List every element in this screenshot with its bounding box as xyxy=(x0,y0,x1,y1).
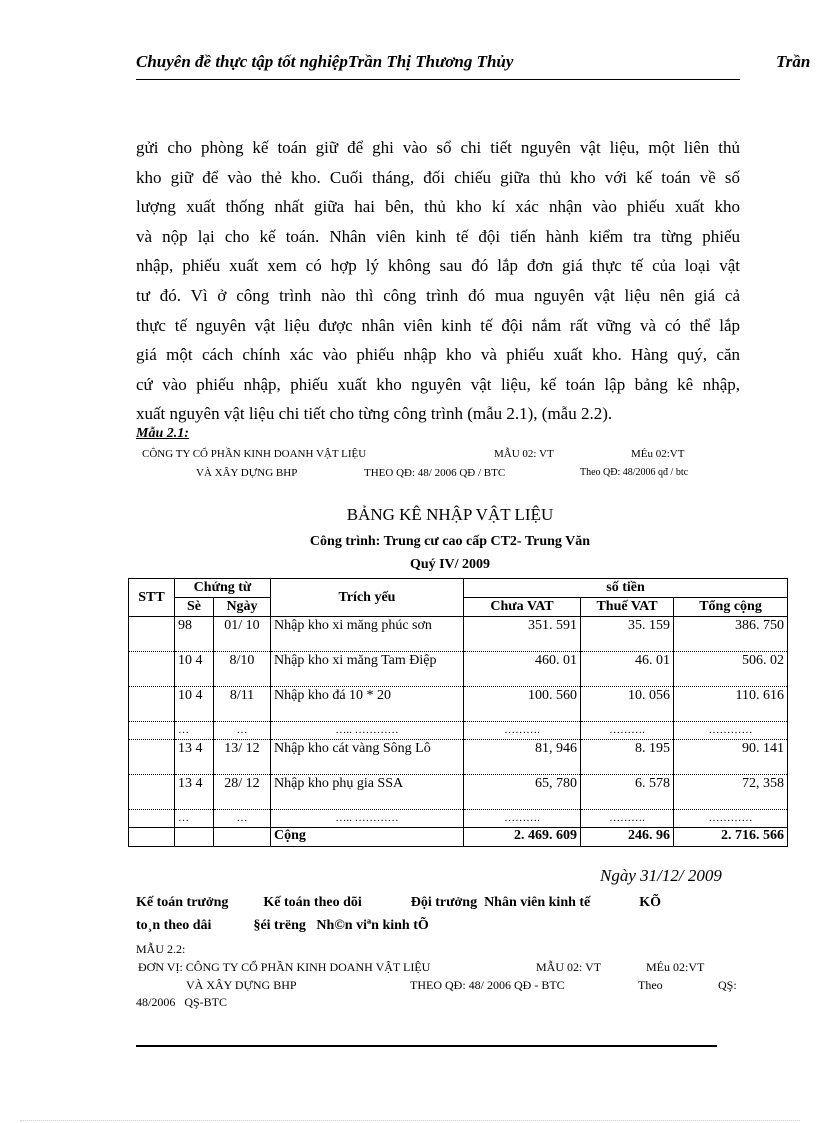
cell-date: 8/11 xyxy=(214,687,271,722)
form1-code-garbled: MÉu 02:VT xyxy=(631,448,685,460)
date-line: Ngày 31/12/ 2009 xyxy=(600,866,722,885)
total-vat: 246. 96 xyxy=(581,828,674,847)
cell-no: … xyxy=(175,810,214,828)
paragraph-line: giá một cách chính xác vào phiếu nhập kho và phiếu xuất kho. Hàng quý, căn xyxy=(136,345,740,365)
form1-decision-garbled: Theo QĐ: 48/2006 qđ / btc xyxy=(580,467,689,478)
cell-no: 13 4 xyxy=(175,775,214,810)
total-label: Cộng xyxy=(271,828,464,847)
form2-line1: ĐƠN VỊ: CÔNG TY CỔ PHẦN KINH DOANH VẬT LIỆU xyxy=(138,960,431,974)
paragraph-line: cứ vào phiếu nhập, phiếu xuất kho nguyên vật liệu, kế toán lập bảng kê nhập, xyxy=(136,374,740,394)
header-author-fragment: Trần xyxy=(776,52,811,71)
cell-date: 01/ 10 xyxy=(214,617,271,652)
cell-no: 10 4 xyxy=(175,652,214,687)
cell-vat: 8. 195 xyxy=(581,740,674,775)
cell-pre-vat: 65, 780 xyxy=(464,775,581,810)
cell-total: 72, 358 xyxy=(674,775,788,810)
project-name: Công trình: Trung cư cao cấp CT2- Trung Văn xyxy=(309,534,591,549)
cell-vat: 46. 01 xyxy=(581,652,674,687)
period: Quý IV/ 2009 xyxy=(409,557,491,572)
table-row xyxy=(129,740,788,775)
paragraph-line: gửi cho phòng kế toán giữ để ghi vào sổ chi tiết nguyên vật liệu, một liên thủ xyxy=(136,138,740,157)
form2-decision: THEO QĐ: 48/ 2006 QĐ - BTC xyxy=(410,978,565,992)
col-vat: Thuế VAT xyxy=(581,598,674,617)
table-row xyxy=(129,617,788,652)
header-title: Chuyên đề thực tập tốt nghiệpTrần Thị Thương Thủy xyxy=(136,52,514,71)
paragraph-line: lượng xuất thống nhất giữa hai bên, thủ kho kí xác nhận vào phiếu xuất kho xyxy=(136,197,740,217)
cell-no: 13 4 xyxy=(175,740,214,775)
cell-pre-vat: ………. xyxy=(464,810,581,828)
cell-total: 110. 616 xyxy=(674,687,788,722)
table-row-ellipsis xyxy=(129,722,788,740)
form1-code: MẪU 02: VT xyxy=(494,448,554,460)
col-amount: số tiền xyxy=(464,579,788,598)
signature-line-1: Kế toán trưởng Kế toán theo dõi Đội trưởng Nhân viên kinh tế KÕ xyxy=(136,895,662,910)
col-stt: STT xyxy=(129,579,175,617)
footer-rule xyxy=(136,1045,717,1047)
table-row xyxy=(129,652,788,687)
form2-code: MẪU 02: VT xyxy=(536,960,602,974)
signature-line-2: to¸n theo dâi §éi trëng Nh©n viªn kinh tÕ xyxy=(136,918,429,933)
cell-vat: 6. 578 xyxy=(581,775,674,810)
cell-vat: ………. xyxy=(581,722,674,740)
cell-date: 13/ 12 xyxy=(214,740,271,775)
cell-vat: ………. xyxy=(581,810,674,828)
cell-vat: 10. 056 xyxy=(581,687,674,722)
col-voucher-date: Ngày xyxy=(214,598,271,617)
form2-code-garbled: MÉu 02:VT xyxy=(646,960,705,974)
cell-total: 506. 02 xyxy=(674,652,788,687)
paragraph-line: xuất nguyên vật liệu chi tiết cho từng công trình (mẫu 2.1), (mẫu 2.2). xyxy=(136,404,613,424)
header-rule xyxy=(136,79,740,80)
total-sum: 2. 716. 566 xyxy=(674,828,788,847)
body-paragraph xyxy=(136,133,740,429)
form1-company-line2: VÀ XÂY DỰNG BHP xyxy=(196,467,298,479)
table-row-ellipsis xyxy=(129,810,788,828)
table-row xyxy=(129,775,788,810)
cell-pre-vat: 351. 591 xyxy=(464,617,581,652)
form1-label: Mẫu 2.1: xyxy=(136,426,189,441)
form2-qs: QŞ: xyxy=(718,978,737,992)
col-desc: Trích yếu xyxy=(271,579,464,617)
paragraph-line: thực tế nguyên vật liệu được nhân viên kinh tế đội nắm rất vững và có thể lắp xyxy=(136,315,740,335)
cell-total: 386. 750 xyxy=(674,617,788,652)
paragraph-line: và nộp lại cho kế toán. Nhân viên kinh tế đội tiến hành kiểm tra từng phiếu xyxy=(136,226,740,246)
table-total-row xyxy=(129,828,788,847)
cell-pre-vat: ………. xyxy=(464,722,581,740)
cell-total: 90. 141 xyxy=(674,740,788,775)
table-title: BẢNG KÊ NHẬP VẬT LIỆU xyxy=(346,505,554,524)
total-pre-vat: 2. 469. 609 xyxy=(464,828,581,847)
col-voucher: Chứng từ xyxy=(175,579,271,598)
cell-total: ………… xyxy=(674,722,788,740)
col-pre-vat: Chưa VAT xyxy=(464,598,581,617)
paragraph-line: nhập, phiếu xuất xem có hợp lý không sau đó lắp đơn giá thực tế của loại vật xyxy=(136,256,740,276)
cell-desc: ….. ………… xyxy=(271,810,464,828)
cell-date: … xyxy=(214,722,271,740)
form1-decision: THEO QĐ: 48/ 2006 QĐ / BTC xyxy=(364,467,506,479)
cell-date: 28/ 12 xyxy=(214,775,271,810)
cell-date: 8/10 xyxy=(214,652,271,687)
paragraph-line: tư đó. Vì ở công trình nào thì công trình đó mua nguyên vật liệu nên giá cả xyxy=(136,285,740,305)
cell-no: … xyxy=(175,722,214,740)
import-table xyxy=(128,578,788,847)
page-edge-dotted xyxy=(20,1120,800,1121)
cell-pre-vat: 460. 01 xyxy=(464,652,581,687)
cell-pre-vat: 100. 560 xyxy=(464,687,581,722)
form2-theo: Theo xyxy=(638,978,663,992)
form2-line2: VÀ XÂY DỰNG BHP xyxy=(186,978,297,992)
col-voucher-no: Sè xyxy=(175,598,214,617)
cell-desc: Nhập kho đá 10 * 20 xyxy=(271,687,464,722)
form2-line3: 48/2006 QŞ-BTC xyxy=(136,995,228,1009)
cell-desc: Nhập kho cát vàng Sông Lô xyxy=(271,740,464,775)
form2-label: MẪU 2.2: xyxy=(136,942,186,956)
cell-total: ………… xyxy=(674,810,788,828)
form1-company-line1: CÔNG TY CỔ PHẦN KINH DOANH VẬT LIỆU xyxy=(142,448,367,460)
paragraph-line: kho giữ để vào thẻ kho. Cuối tháng, đối chiếu giữa thủ kho với kế toán về số xyxy=(136,167,740,187)
cell-desc: Nhập kho xi măng Tam Điệp xyxy=(271,652,464,687)
table-row xyxy=(129,687,788,722)
cell-no: 98 xyxy=(175,617,214,652)
cell-desc: ….. ………… xyxy=(271,722,464,740)
cell-date: … xyxy=(214,810,271,828)
cell-desc: Nhập kho xi măng phúc sơn xyxy=(271,617,464,652)
cell-pre-vat: 81, 946 xyxy=(464,740,581,775)
col-total: Tổng cộng xyxy=(674,598,788,617)
cell-vat: 35. 159 xyxy=(581,617,674,652)
cell-no: 10 4 xyxy=(175,687,214,722)
cell-desc: Nhập kho phụ gia SSA xyxy=(271,775,464,810)
